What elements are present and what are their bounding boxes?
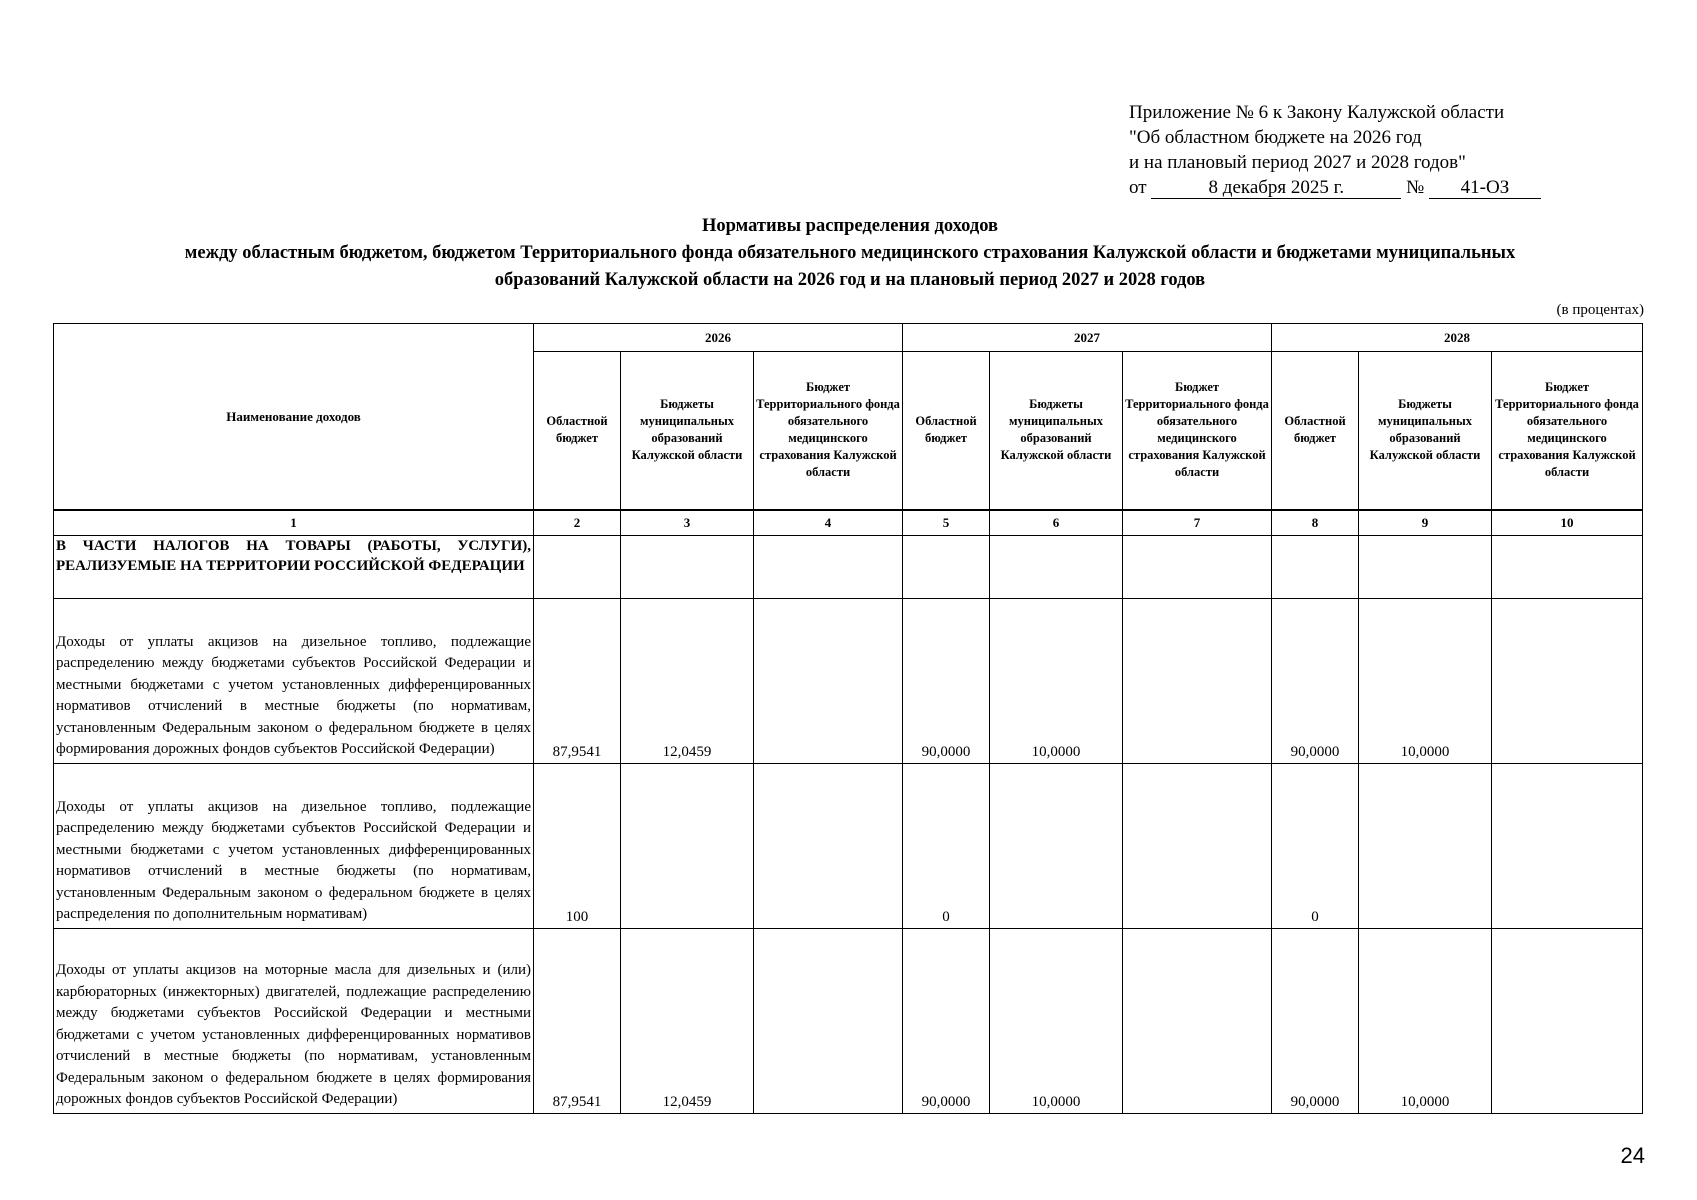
col-number: 8 bbox=[1272, 510, 1359, 536]
value-cell bbox=[754, 763, 903, 928]
empty-cell bbox=[534, 535, 621, 598]
col-number: 1 bbox=[54, 510, 534, 536]
appendix-block bbox=[1129, 100, 1541, 200]
value-cell bbox=[1123, 598, 1272, 763]
header-regional-2027: Областной бюджет bbox=[903, 352, 990, 510]
value-cell: 90,0000 bbox=[1272, 598, 1359, 763]
unit-note: (в процентах) bbox=[1556, 302, 1644, 318]
empty-cell bbox=[621, 535, 754, 598]
section-row bbox=[54, 535, 1643, 598]
income-name: Доходы от уплаты акцизов на моторные масла для дизельных и (или) карбюраторных (инжекторных) двигателей, подлежащие распределению между бюджетами субъектов Российской Федерации и местными бюджетами с учетом установленных дифференцированных нормативов отчислений в местные бюджеты (по нормативам, установленным Федеральным законом о федеральном бюджете в целях формирования дорожных фондов субъектов Российской Федерации) bbox=[54, 928, 534, 1113]
empty-cell bbox=[754, 535, 903, 598]
value-cell: 10,0000 bbox=[1359, 928, 1492, 1113]
value-cell: 10,0000 bbox=[990, 928, 1123, 1113]
table-row bbox=[54, 928, 1643, 1113]
value-cell: 0 bbox=[903, 763, 990, 928]
value-cell bbox=[990, 763, 1123, 928]
value-cell bbox=[1492, 763, 1643, 928]
value-cell: 87,9541 bbox=[534, 928, 621, 1113]
empty-cell bbox=[1272, 535, 1359, 598]
appendix-line-3: и на плановый период 2027 и 2028 годов" bbox=[1129, 152, 1466, 173]
col-number: 9 bbox=[1359, 510, 1492, 536]
value-cell bbox=[1123, 928, 1272, 1113]
page-number: 24 bbox=[1620, 1143, 1645, 1168]
header-regional-2028: Областной бюджет bbox=[1272, 352, 1359, 510]
header-year-2027: 2027 bbox=[903, 324, 1272, 352]
value-cell bbox=[1492, 598, 1643, 763]
number-label: № bbox=[1406, 177, 1425, 198]
value-cell bbox=[621, 763, 754, 928]
title-line-3: образований Калужской области на 2026 год и на плановый период 2027 и 2028 годов bbox=[494, 270, 1206, 290]
appendix-date-line bbox=[1129, 175, 1541, 200]
table-row bbox=[54, 763, 1643, 928]
col-number: 2 bbox=[534, 510, 621, 536]
distribution-table bbox=[53, 323, 1643, 1114]
header-fund-2026: Бюджет Территориального фонда обязательного медицинского страхования Калужской области bbox=[754, 352, 903, 510]
section-title: В ЧАСТИ НАЛОГОВ НА ТОВАРЫ (РАБОТЫ, УСЛУГИ), РЕАЛИЗУЕМЫЕ НА ТЕРРИТОРИИ РОССИЙСКОЙ ФЕДЕРАЦИИ bbox=[54, 535, 534, 598]
header-municipal-2028: Бюджеты муниципальных образований Калужской области bbox=[1359, 352, 1492, 510]
value-cell: 10,0000 bbox=[990, 598, 1123, 763]
header-year-2028: 2028 bbox=[1272, 324, 1643, 352]
header-year-2026: 2026 bbox=[534, 324, 903, 352]
law-date: 8 декабря 2025 г. bbox=[1151, 178, 1401, 199]
col-number: 10 bbox=[1492, 510, 1643, 536]
value-cell: 87,9541 bbox=[534, 598, 621, 763]
col-number: 7 bbox=[1123, 510, 1272, 536]
value-cell bbox=[1359, 763, 1492, 928]
value-cell: 90,0000 bbox=[903, 598, 990, 763]
col-number: 3 bbox=[621, 510, 754, 536]
value-cell: 12,0459 bbox=[621, 598, 754, 763]
header-municipal-2026: Бюджеты муниципальных образований Калужской области bbox=[621, 352, 754, 510]
empty-cell bbox=[1359, 535, 1492, 598]
col-number: 5 bbox=[903, 510, 990, 536]
col-number: 6 bbox=[990, 510, 1123, 536]
value-cell bbox=[754, 928, 903, 1113]
table-row bbox=[54, 598, 1643, 763]
value-cell: 10,0000 bbox=[1359, 598, 1492, 763]
header-fund-2027: Бюджет Территориального фонда обязательного медицинского страхования Калужской области bbox=[1123, 352, 1272, 510]
empty-cell bbox=[903, 535, 990, 598]
value-cell: 0 bbox=[1272, 763, 1359, 928]
value-cell: 90,0000 bbox=[903, 928, 990, 1113]
document-title bbox=[60, 213, 1640, 294]
header-regional-2026: Областной бюджет bbox=[534, 352, 621, 510]
income-name: Доходы от уплаты акцизов на дизельное топливо, подлежащие распределению между бюджетами субъектов Российской Федерации и местными бюджетами с учетом установленных дифференцированных нормативов отчислений в местные бюджеты (по нормативам, установленным Федеральным законом о федеральном бюджете в целях формирования дорожных фондов субъектов Российской Федерации) bbox=[54, 598, 534, 763]
value-cell: 12,0459 bbox=[621, 928, 754, 1113]
empty-cell bbox=[1123, 535, 1272, 598]
income-name: Доходы от уплаты акцизов на дизельное топливо, подлежащие распределению между бюджетами субъектов Российской Федерации и местными бюджетами с учетом установленных дифференцированных нормативов отчислений в местные бюджеты (по нормативам, установленным Федеральным законом о федеральном бюджете в целях распределения по дополнительным нормативам) bbox=[54, 763, 534, 928]
col-number: 4 bbox=[754, 510, 903, 536]
from-label: от bbox=[1129, 177, 1147, 198]
empty-cell bbox=[1492, 535, 1643, 598]
appendix-line-1: Приложение № 6 к Закону Калужской области bbox=[1129, 102, 1505, 123]
value-cell: 100 bbox=[534, 763, 621, 928]
column-number-row bbox=[54, 510, 1643, 536]
title-line-2: между областным бюджетом, бюджетом Территориального фонда обязательного медицинского страхования Калужской области и бюджетами муниципальных bbox=[184, 243, 1516, 263]
header-fund-2028: Бюджет Территориального фонда обязательного медицинского страхования Калужской области bbox=[1492, 352, 1643, 510]
empty-cell bbox=[990, 535, 1123, 598]
appendix-line-2: "Об областном бюджете на 2026 год bbox=[1129, 127, 1422, 148]
value-cell: 90,0000 bbox=[1272, 928, 1359, 1113]
title-line-1: Нормативы распределения доходов bbox=[701, 216, 999, 236]
law-number: 41-ОЗ bbox=[1429, 178, 1541, 199]
value-cell bbox=[1123, 763, 1272, 928]
value-cell bbox=[1492, 928, 1643, 1113]
header-name: Наименование доходов bbox=[54, 324, 534, 510]
header-municipal-2027: Бюджеты муниципальных образований Калужской области bbox=[990, 352, 1123, 510]
value-cell bbox=[754, 598, 903, 763]
